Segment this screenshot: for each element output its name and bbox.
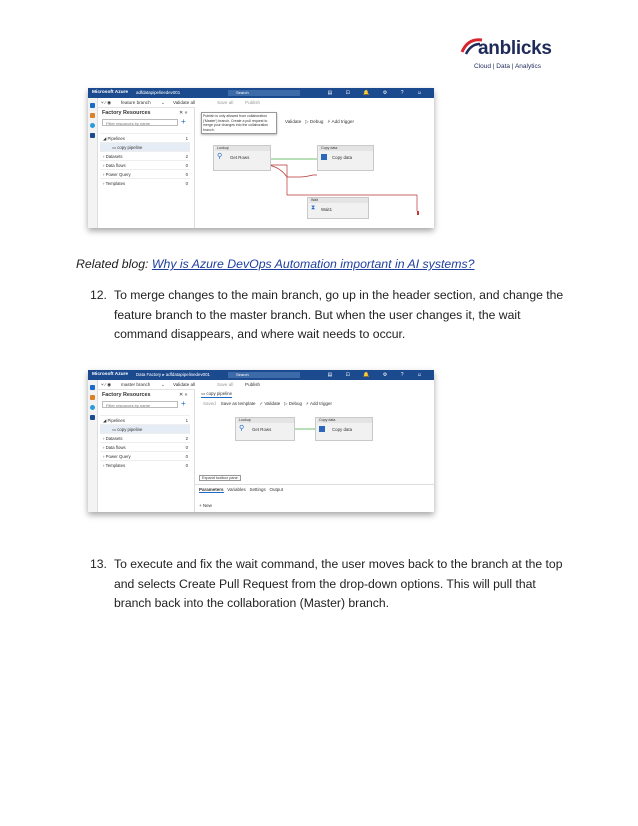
collapse-icon[interactable]: ✕ « xyxy=(179,392,188,398)
lookup-activity[interactable] xyxy=(235,417,295,441)
lookup-label: Get Rows xyxy=(252,427,272,432)
related-prefix: Related blog: xyxy=(76,257,152,271)
home-icon[interactable] xyxy=(90,103,95,108)
resources-title: Factory Resources xyxy=(102,392,151,398)
panel-divider xyxy=(195,484,434,485)
copy-data-activity[interactable] xyxy=(317,145,374,171)
tree-item-pipelines[interactable]: ◢ Pipelines 1 xyxy=(100,415,190,425)
tree-item-templates[interactable]: › Templates 0 xyxy=(100,460,190,470)
logo-wordmark: anblicks xyxy=(478,38,552,59)
tree-item-datasets[interactable]: › Datasets 2 xyxy=(100,151,190,161)
wait-caption: Wait xyxy=(309,198,368,203)
publish-button[interactable]: Publish xyxy=(245,100,261,105)
azure-header xyxy=(88,370,434,380)
add-resource-icon[interactable]: + xyxy=(181,117,186,126)
hourglass-icon: ⧗ xyxy=(311,205,316,211)
tree-item-pipelines[interactable]: ◢ Pipelines 1 xyxy=(100,133,190,143)
magnifier-icon: ⚲ xyxy=(217,153,223,160)
validate-button[interactable]: Validate xyxy=(264,401,281,406)
home-icon[interactable] xyxy=(90,385,95,390)
step-12-number: 12. xyxy=(90,288,107,302)
debug-button[interactable]: Debug xyxy=(288,401,303,406)
canvas-toolbar: Validate ▷ Debug ⚡ Add trigger xyxy=(285,119,355,124)
tab-output[interactable]: Output xyxy=(269,487,284,492)
related-blog-link[interactable]: Why is Azure DevOps Automation important in AI systems? xyxy=(151,257,475,271)
step-13-number: 13. xyxy=(90,557,107,571)
chevron-down-icon[interactable]: ⌄ xyxy=(161,100,165,105)
canvas-toolbar: Saved Save as template ✓ Validate ▷ Debug ⚡ Add trigger xyxy=(203,401,332,406)
add-trigger-button[interactable]: Add trigger xyxy=(309,401,332,406)
save-all-button[interactable]: Save all xyxy=(217,100,234,105)
copy-icon xyxy=(319,426,325,432)
factory-resources-panel xyxy=(97,389,195,512)
new-parameter-button[interactable]: + New xyxy=(199,503,212,508)
add-resource-icon[interactable]: + xyxy=(181,399,186,408)
search-input[interactable]: Search xyxy=(228,90,300,96)
tree-item-power-query[interactable]: › Power Query 0 xyxy=(100,451,190,461)
pipeline-canvas xyxy=(195,389,434,512)
lookup-caption: Lookup xyxy=(237,418,294,423)
lookup-activity[interactable] xyxy=(213,145,271,171)
tree-item-datasets[interactable]: › Datasets 2 xyxy=(100,433,190,443)
factory-resources-panel xyxy=(97,107,195,228)
plus-icon: + xyxy=(199,503,203,508)
collapse-icon[interactable]: ✕ « xyxy=(179,110,188,116)
copy-caption: Copy data xyxy=(317,418,372,423)
resources-title: Factory Resources xyxy=(102,110,151,116)
saved-button[interactable]: Saved xyxy=(203,401,216,406)
branch-selector[interactable]: master branch xyxy=(121,382,151,387)
activity-connectors xyxy=(195,389,434,512)
azure-brand: Microsoft Azure xyxy=(92,372,129,377)
header-icons[interactable]: ▤ ⊡ 🔔 ⚙ ? ☺ xyxy=(327,90,428,96)
tab-variables[interactable]: Variables xyxy=(227,487,246,492)
screenshot-feature-branch xyxy=(88,88,434,228)
chevron-down-icon[interactable]: ⌄ xyxy=(161,382,165,387)
add-trigger-button[interactable]: Add trigger xyxy=(331,119,355,124)
author-icon[interactable] xyxy=(90,395,95,400)
wait-label: Wait1 xyxy=(321,207,333,212)
branch-icon: ⑂ ⁄ ◉ xyxy=(101,382,112,387)
step-13 xyxy=(90,555,570,614)
copy-label: Copy data xyxy=(332,427,353,432)
anblicks-logo xyxy=(460,36,570,76)
publish-button[interactable]: Publish xyxy=(245,382,261,387)
breadcrumb[interactable]: Data Factory ▸ adfdatapipelinedev001 xyxy=(136,372,210,377)
tree-item-templates[interactable]: › Templates 0 xyxy=(100,178,190,188)
author-icon[interactable] xyxy=(90,113,95,118)
search-input[interactable]: Search xyxy=(228,372,300,378)
step-12-text: To merge changes to the main branch, go up in the header section, and change the feature branch to the master branch. But when the user changes it, the wait command disappears, and where wait needs to occur. xyxy=(114,288,564,341)
copy-caption: Copy data xyxy=(319,146,373,151)
bottom-tabs xyxy=(199,487,283,492)
manage-icon[interactable] xyxy=(90,133,95,138)
validate-button[interactable]: Validate xyxy=(285,119,302,124)
copy-icon xyxy=(321,154,327,160)
breadcrumb[interactable]: adfdatapipelinedev001 xyxy=(136,90,181,95)
tree-item-copy-pipeline[interactable]: ▭ copy pipeline xyxy=(100,142,190,152)
header-icons[interactable]: ▤ ⊡ 🔔 ⚙ ? ☺ xyxy=(327,372,428,378)
validate-all-button[interactable]: Validate all xyxy=(173,382,196,387)
wait-activity[interactable] xyxy=(307,197,369,219)
save-all-button[interactable]: Save all xyxy=(217,382,234,387)
monitor-icon[interactable] xyxy=(90,405,95,410)
publish-tooltip: Publish is only allowed from collaboration ('Master') branch. Create a pull request to merge your changes into the collaboration branch. xyxy=(201,112,277,134)
tree-item-data-flows[interactable]: › Data flows 0 xyxy=(100,160,190,170)
monitor-icon[interactable] xyxy=(90,123,95,128)
manage-icon[interactable] xyxy=(90,415,95,420)
tree-item-copy-pipeline[interactable]: ▭ copy pipeline xyxy=(100,424,190,434)
azure-brand: Microsoft Azure xyxy=(92,90,129,95)
azure-header xyxy=(88,88,434,98)
validate-all-button[interactable]: Validate all xyxy=(173,100,196,105)
magnifier-icon: ⚲ xyxy=(239,425,245,432)
copy-data-activity[interactable] xyxy=(315,417,373,441)
logo-tagline: Cloud | Data | Analytics xyxy=(474,63,541,70)
filter-input[interactable]: Filter resources by name xyxy=(102,119,178,126)
tab-copy-pipeline[interactable]: ▭ copy pipeline xyxy=(201,391,233,396)
tab-settings[interactable]: Settings xyxy=(249,487,266,492)
screenshot-master-branch xyxy=(88,370,434,512)
branch-icon: ⑂ ⁄ ◉ xyxy=(101,100,112,105)
filter-input[interactable]: Filter resources by name xyxy=(102,401,178,408)
tab-parameters[interactable]: Parameters xyxy=(199,487,224,492)
related-blog xyxy=(76,257,474,271)
tree-item-data-flows[interactable]: › Data flows 0 xyxy=(100,442,190,452)
branch-selector[interactable]: feature branch xyxy=(121,100,151,105)
copy-label: Copy data xyxy=(332,155,353,160)
save-as-template-button[interactable]: Save as template xyxy=(220,401,256,406)
expand-toolbox-button[interactable]: Expand toolbox pane xyxy=(199,475,241,481)
debug-button[interactable]: Debug xyxy=(309,119,324,124)
lookup-caption: Lookup xyxy=(215,146,270,151)
lookup-label: Get Rows xyxy=(230,155,250,160)
step-12 xyxy=(90,286,570,345)
tree-item-power-query[interactable]: › Power Query 0 xyxy=(100,169,190,179)
step-13-text: To execute and fix the wait command, the user moves back to the branch at the top and selects Create Pull Request from the drop-down options. This will pull that branch back into the collaboration (Master) branch. xyxy=(114,557,563,610)
